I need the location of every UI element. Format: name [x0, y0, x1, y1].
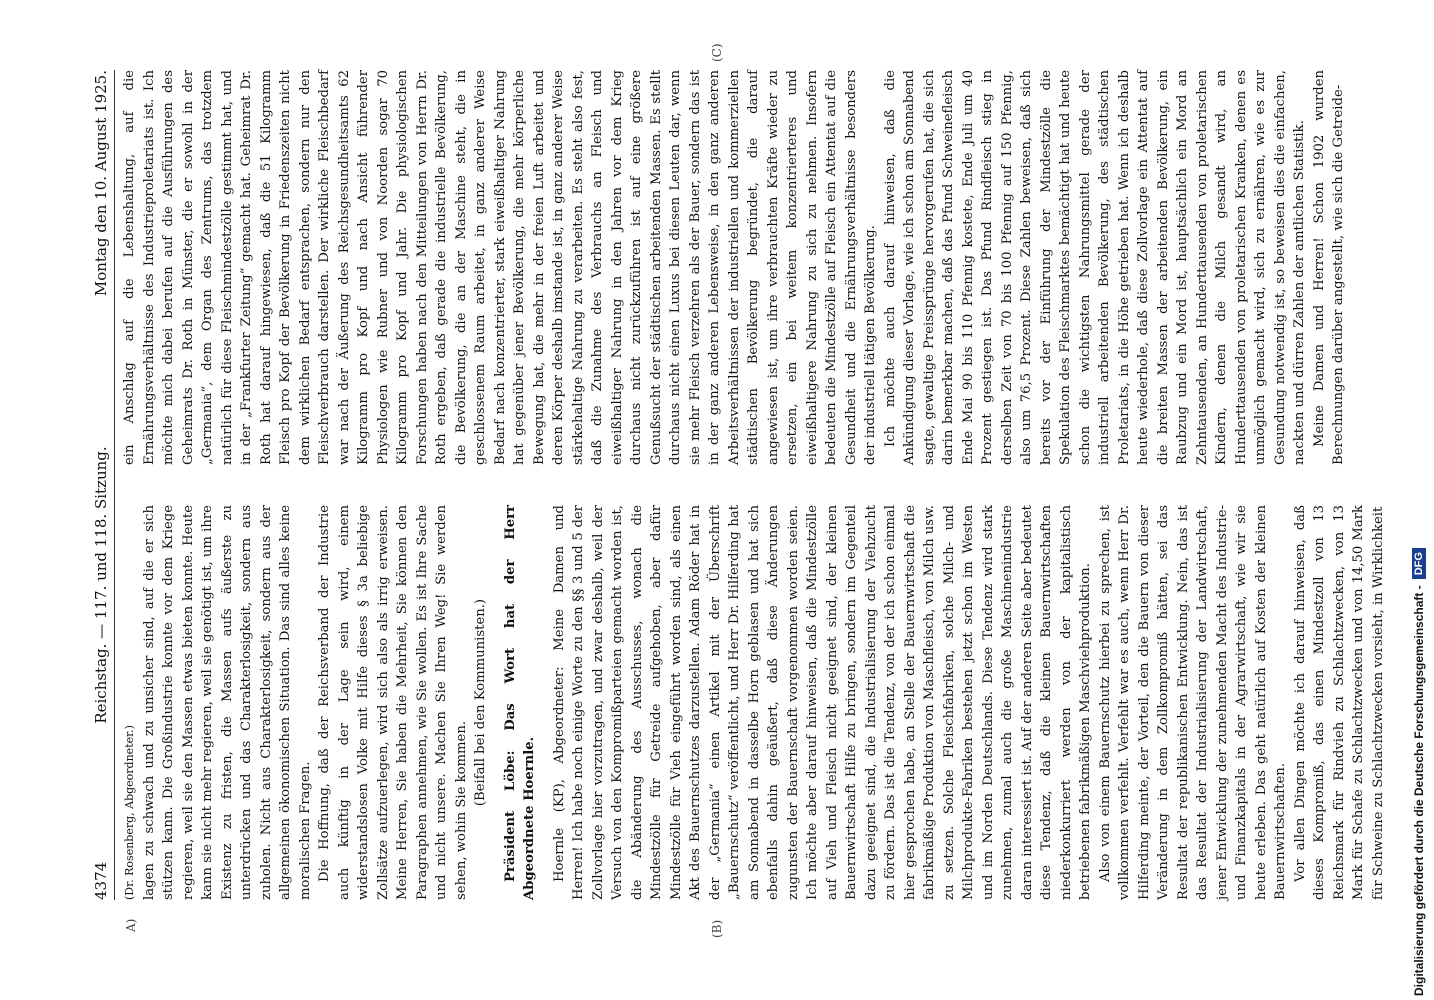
- digitization-sidebar: [1408, 6, 1430, 996]
- right-column: [120, 70, 1349, 465]
- paragraph: Meine Damen und Herren! Schon 1902 wurden Berechnungen darüber angestellt, wie sich die Getreide-: [1311, 70, 1346, 465]
- margin-letter-a: A): [124, 918, 138, 932]
- paragraph: Die Hoffnung, daß der Reichsverband der Industrie auch künftig in der Lage sein wird, einem widerstandslosen Volke mit Hilfe dieses § 3a beliebige Zollsätze aufzuerlegen, wird sich also als irrig erweisen. Meine Herren, Sie haben die Mehrheit, Sie können den Paragraphen annehmen, wie Sie wollen. Es ist Ihre Sache und nicht unsere. Machen Sie Ihren Weg! Sie werden sehen, wohin Sie kommen.: [317, 505, 469, 900]
- paragraph: Ich möchte auch darauf hinweisen, daß die Ankündigung dieser Vorlage, wie ich schon am Sonnabend sagte, gewaltige Preissprünge hervorgerufen hat, die sich darin bemerkbar machen, daß das Pfund Schweinefleisch Ende Mai 90 bis 110 Pfennig kostete, Ende Juli um 40 Prozent gestiegen ist. Das Pfund Rindfleisch stieg in derselben Zeit von 70 bis 100 Pfennig auf 150 Pfennig, also um 76,5 Prozent. Diese Zahlen beweisen, daß sich bereits vor der Einführung der Mindestzölle die Spekulation des Fleischmarktes bemächtigt hat und heute schon die wichtigsten Nahrungsmittel gerade der industriell arbeitenden Bevölkerung, des städtischen Proletariats, in die Höhe getrieben hat. Wenn ich deshalb heute wiederhole, daß diese Zollvorlage ein Attentat auf die breiten Massen der arbeitenden Bevölkerung, ein Raubzug und ein Mord ist, hauptsächlich ein Mord an Zehntausenden, an Hunderttausenden von proletarischen Kindern, denen die Milch gesandt wird, an Hunderttausenden von proletarischen Kranken, denen es unmöglich gemacht wird, sich zu ernähren, wie es zur Gesundung notwendig ist, so beweisen dies die einfachen, nackten und dürren Zahlen der amtlichen Statistik.: [882, 70, 1307, 465]
- left-column: [120, 505, 1388, 900]
- page-content: [80, 43, 1386, 938]
- margin-letter-c: (C): [710, 43, 724, 62]
- session-date: Montag den 10. August 1925.: [92, 70, 110, 297]
- paragraph: Vor allen Dingen möchte ich darauf hinweisen, daß dieses Kompromiß, das einen Mindestzoll von 13 Reichsmark für Rindvieh zu Schlachtzwecken, von 13 Mark für Schafe zu Schlachtzwecken und von 14,50 Mark für Schweine zu Schlachtzwecken vorsieht, in Wirklichkeit: [1292, 505, 1386, 900]
- president-statement: Präsident Löbe: Das Wort hat der Herr Abgeordnete Hoernle.: [502, 505, 537, 900]
- session-title: Reichstag. — 117. und 118. Sitzung.: [92, 446, 110, 724]
- applause-note: (Beifall bei den Kommunisten.): [473, 598, 488, 807]
- paragraph: lagen zu schwach und zu unsicher sind, auf die er sich stützen kann. Die Großindustrie konnte vor dem Kriege regieren, weil sie den Massen etwas bieten konnte. Heute kann sie nicht mehr regieren, weil sie genötigt ist, um ihre Existenz zu fristen, die Massen aufs äußerste zu unterdrücken und das Charakterlosigkeit, sondern aus zuholen. Nicht aus Charakterlosigkeit, sondern aus der allgemeinen ökonomischen Situation. Das sind alles keine moralischen Fragen.: [141, 505, 313, 900]
- dfg-logo: DFG: [1412, 548, 1426, 579]
- speaker-note: (Dr. Rosenberg, Abgeordneter.): [123, 725, 136, 900]
- funding-note: Digitalisierung gefördert durch die Deutsche Forschungsgemeinschaft -: [1412, 585, 1426, 996]
- page-number: 4374: [92, 861, 110, 900]
- paragraph: Hoernle (KP), Abgeordneter: Meine Damen und Herren! Ich habe noch einige Worte zu den §§ 3 und 5 der Zollvorlage hier vorzutragen, und zwar deshalb, weil der Versuch von den Kompromißparteien gemacht worden ist, die Abänderung des Ausschusses, wonach die Mindestzölle für Getreide aufgehoben, aber dafür Mindestzölle für Vieh eingeführt worden sind, als einen Akt des Bauernschutzes darzustellen. Adam Röder hat in der „Germania“ einen Artikel mit der Überschrift „Bauernschutz“ veröffentlicht, und Herr Dr. Hilferding hat am Sonnabend in dasselbe Horn geblasen und hat sich ebenfalls dahin geäußert, daß diese Änderungen zugunsten der Bauernschaft vorgenommen worden seien. Ich möchte aber darauf hinweisen, daß die Mindestzölle auf Vieh und Fleisch nicht geeignet sind, der kleinen Bauernwirtschaft Hilfe zu bringen, sondern im Gegenteil dazu geeignet sind, die Industrialisierung der Viehzucht zu fördern. Das ist die Tendenz, von der ich schon einmal hier gesprochen habe, an Stelle der Bauernwirtschaft die fabrikmäßige Produktion von Maschfleisch, von Milch usw. zu setzen. Solche Fleischfabriken, solche Milch- und Milchprodukte-Fabriken bestehen jetzt schon im Westen und im Norden Deutschlands. Diese Tendenz wird stark zunehmen, zumal auch die große Maschinenindustrie daran interessiert ist. Auf der anderen Seite aber bedeutet diese Tendenz, daß die kleinen Bauernwirtschaften niederkonkurriert werden von der kapitalistisch betriebenen fabrikmäßigen Maschviehproduktion.: [551, 505, 1093, 900]
- margin-letter-b: (B): [710, 919, 724, 938]
- paragraph: Also von einem Bauernschutz hierbei zu sprechen, ist vollkommen verfehlt. Verfehlt war es auch, wenn Herr Dr. Hilferding meinte, der Vorteil, den die Bauern von dieser Veränderung in dem Zollkompromiß hätten, sei das Resultat der republikanischen Entwicklung. Nein, das ist das Resultat der Industrialisierung der Landwirtschaft, jener Entwicklung der zunehmenden Macht des Industrie- und Finanzkapitals in der Agrarwirtschaft, wie wir sie heute erleben. Das geht natürlich auf Kosten der kleinen Bauernwirtschaften.: [1097, 505, 1288, 900]
- paragraph: ein Anschlag auf die Lebenshaltung, auf die Ernährungsverhältnisse des Industrieproletariats ist. Ich möchte mich dabei berufen auf die Ausführungen des Geheimrats Dr. Roth in Münster, die er sowohl in der „Germania“, dem Organ des Zentrums, das trotzdem natürlich für diese Fleischmindestzölle gestimmt hat, und in der „Frankfurter Zeitung“ gemacht hat. Geheimrat Dr. Roth hat darauf hingewiesen, daß die 51 Kilogramm Fleisch pro Kopf der Bevölkerung in Friedenszeiten nicht dem wirklichen Bedarf entsprachen, sondern nur den Fleischverbrauch darstellen. Der wirkliche Fleischbedarf war nach der Äußerung des Reichsgesundheitsamts 62 Kilogramm pro Kopf und nach Ansicht führender Physiologen wie Rubner und von Noorden sogar 70 Kilogramm pro Kopf und Jahr. Die physiologischen Forschungen haben nach den Mitteilungen von Herrn Dr. Roth ergeben, daß gerade die industrielle Bevölkerung, die Bevölkerung, die an der Maschine steht, die in geschlossenem Raum arbeitet, in ganz anderer Weise Bedarf nach konzentrierter, stark eiweißhaltiger Nahrung hat gegenüber jener Bevölkerung, die mehr körperliche Bewegung hat, die mehr in der freien Luft arbeitet und deren Körper deshalb imstande ist, in ganz anderer Weise stärkehaltige Nahrung zu verarbeiten. Es steht also fest, daß die Zunahme des Verbrauchs an Fleisch und eiweißhaltiger Nahrung in den Jahren vor dem Krieg durchaus nicht zurückzuführen ist auf eine größere Genußsucht der städtischen arbeitenden Massen. Es stellt durchaus nicht einen Luxus bei diesen Leuten dar, wenn sie mehr Fleisch verzehren als der Bauer, sondern das ist in der ganz anderen Lebensweise, in den ganz anderen Arbeitsverhältnissen der industriellen und kommerziellen städtischen Bevölkerung begründet, die darauf angewiesen ist, um ihre verbrauchten Kräfte wieder zu ersetzen, ein bei weitem konzentrierteres und eiweißhaltigere Nahrung zu sich zu nehmen. Insofern bedeuten die Mindestzölle auf Fleisch ein Attentat auf die Gesundheit und die Ernährungsverhältnisse besonders der industriell tätigen Bevölkerung.: [122, 70, 878, 465]
- page-header: [80, 70, 115, 900]
